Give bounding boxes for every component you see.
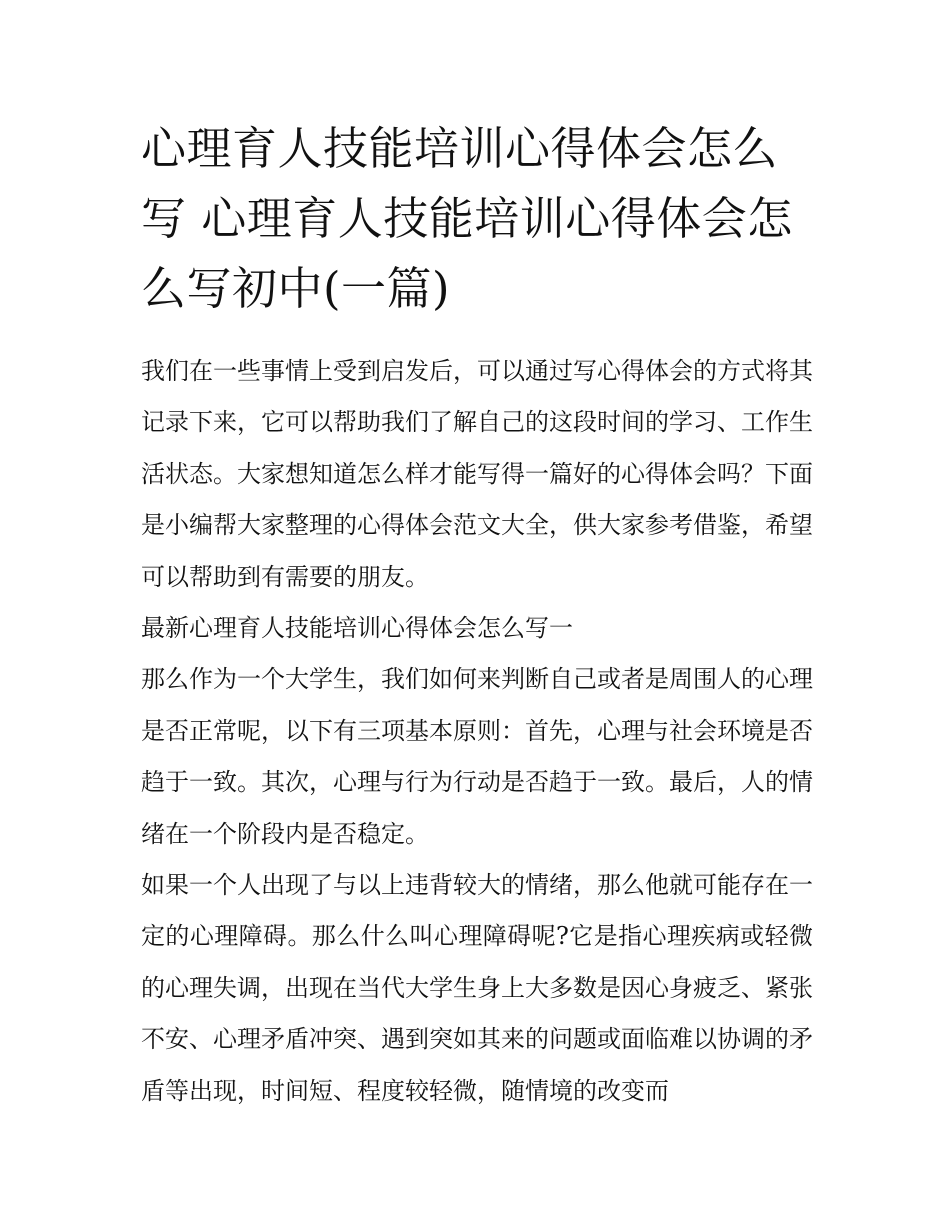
- body-paragraph: 如果一个人出现了与以上违背较大的情绪，那么他就可能存在一定的心理障碍。那么什么叫心理障碍呢?它是指心理疾病或轻微的心理失调，出现在当代大学生身上大多数是因心身疲乏、紧张不安、心理矛盾冲突、遇到突如其来的问题或面临难以协调的矛盾等出现，时间短、程度较轻微，随情境的改变而: [141, 871, 813, 1105]
- intro-paragraph: 我们在一些事情上受到启发后，可以通过写心得体会的方式将其记录下来，它可以帮助我们了解自己的这段时间的学习、工作生活状态。大家想知道怎么样才能写得一篇好的心得体会吗？下面是小编帮大家整理的心得体会范文大全，供大家参考借鉴，希望可以帮助到有需要的朋友。: [141, 357, 813, 591]
- document-body: [141, 346, 813, 1117]
- section-heading: 最新心理育人技能培训心得体会怎么写一: [141, 614, 573, 643]
- document-title: 心理育人技能培训心得体会怎么写 心理育人技能培训心得体会怎么写初中(一篇): [141, 122, 793, 315]
- document-page: [141, 114, 813, 1117]
- body-paragraph: 那么作为一个大学生，我们如何来判断自己或者是周围人的心理是否正常呢，以下有三项基本原则：首先，心理与社会环境是否趋于一致。其次，心理与行为行动是否趋于一致。最后，人的情绪在一个阶段内是否稳定。: [141, 665, 813, 848]
